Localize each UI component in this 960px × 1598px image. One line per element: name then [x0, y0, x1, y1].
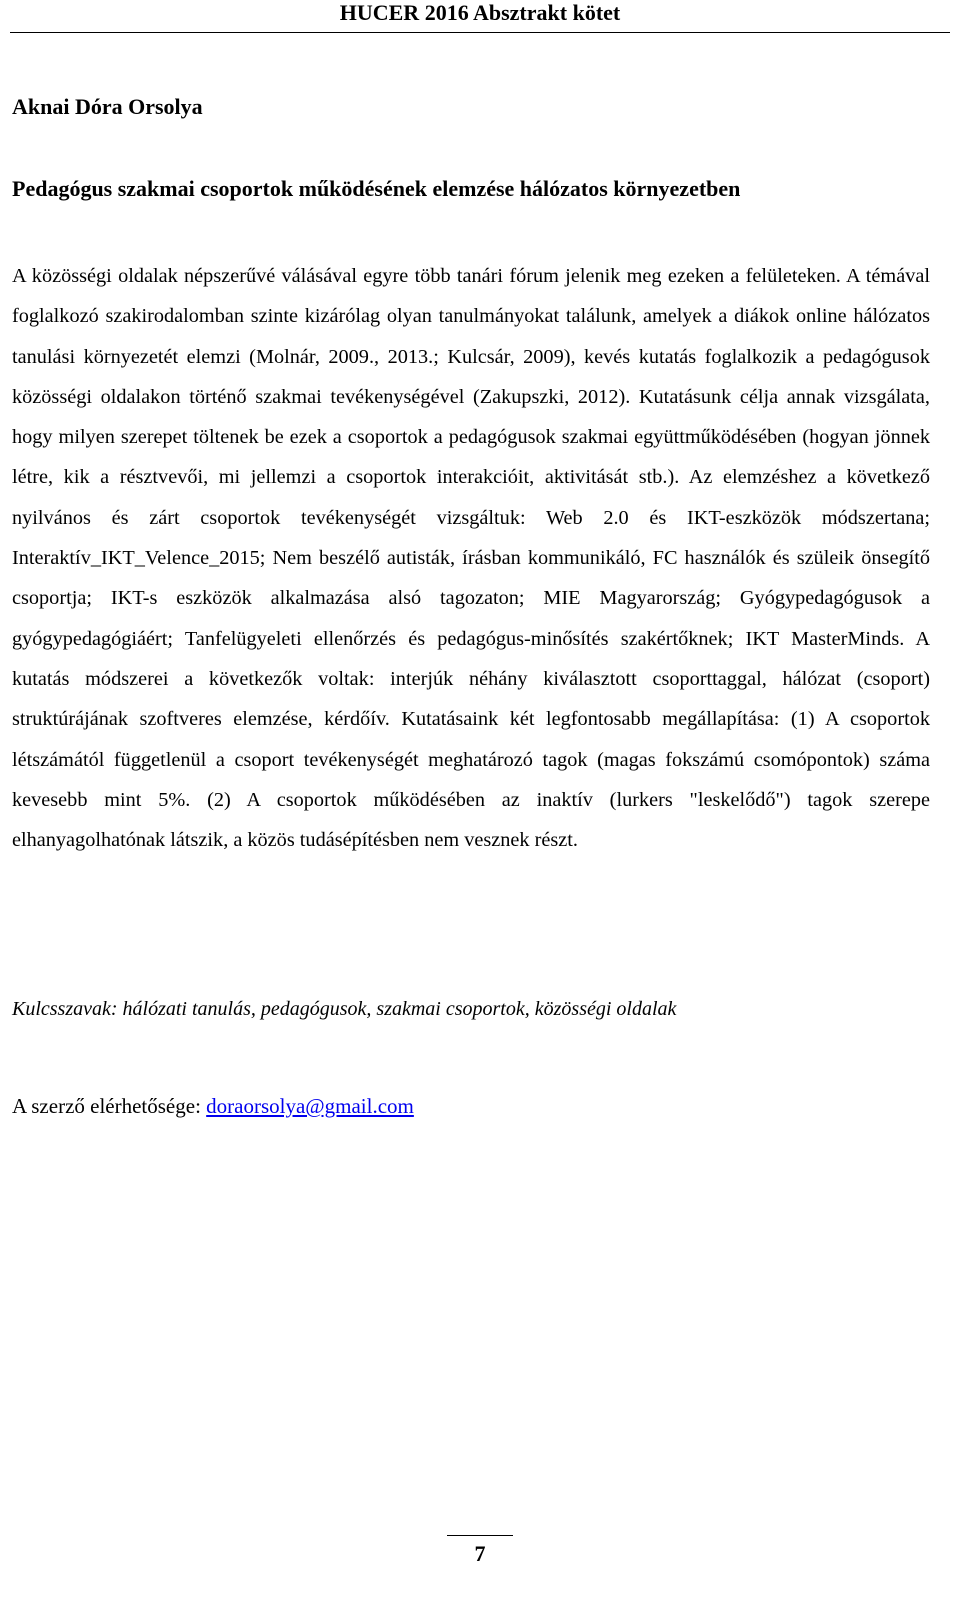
running-header: HUCER 2016 Absztrakt kötet — [339, 0, 621, 25]
header-divider — [10, 32, 950, 33]
author-contact — [12, 1092, 414, 1120]
footer-divider — [447, 1535, 513, 1536]
contact-label: A szerző elérhetősége: — [12, 1094, 207, 1118]
email-link[interactable]: doraorsolya@gmail.com — [206, 1094, 414, 1118]
abstract-body: A közösségi oldalak népszerűvé válásával egyre több tanári fórum jelenik meg ezeken a felületeken. A témával foglalkozó szakirodalomban szinte kizárólag olyan tanulmányokat találunk, amelyek a diákok online hálózatos tanulási környezetét elemzi (Molnár, 2009., 2013.; Kulcsár, 2009), kevés kutatás foglalkozik a pedagógusok közösségi oldalakon történő szakmai tevékenységével (Zakupszki, 2012). Kutatásunk célja annak vizsgálata, hogy milyen szerepet töltenek be ezek a csoportok a pedagógusok szakmai együttműködésében (hogyan jönnek létre, kik a résztvevői, mi jellemzi a csoportok interakcióit, aktivitását stb.). Az elemzéshez a következő nyilvános és zárt csoportok tevékenységét vizsgáltuk: Web 2.0 és IKT-eszközök módszertana; Interaktív_IKT_Velence_2015; Nem beszélő autisták, írásban kommunikáló, FC használók és szüleik önsegítő csoportja; IKT-s eszközök alkalmazása alsó tagozaton; MIE Magyarország; Gyógypedagógusok a gyógypedagógiáért; Tanfelügyeleti ellenőrzés és pedagógus-minősítés szakértőknek; IKT MasterMinds. A kutatás módszerei a következők voltak: interjúk néhány kiválasztott csoporttaggal, hálózat (csoport) struktúrájának szoftveres elemzése, kérdőív. Kutatásaink két legfontosabb megállapítása: (1) A csoportok létszámától függetlenül a csoport tevékenységét meghatározó tagok (magas fokszámú csomópontok) száma kevesebb mint 5%. (2) A csoportok működésében az inaktív (lurkers "leskelődő") tagok szerepe elhanyagolhatónak látszik, a közös tudásépítésben nem vesznek részt. — [12, 265, 930, 852]
page-number: 7 — [474, 1541, 486, 1566]
keywords-line: Kulcsszavak: hálózati tanulás, pedagógusok, szakmai csoportok, közösségi oldalak — [12, 998, 677, 1020]
abstract-title: Pedagógus szakmai csoportok működésének elemzése hálózatos környezetben — [12, 176, 741, 201]
author-name: Aknai Dóra Orsolya — [12, 94, 203, 119]
